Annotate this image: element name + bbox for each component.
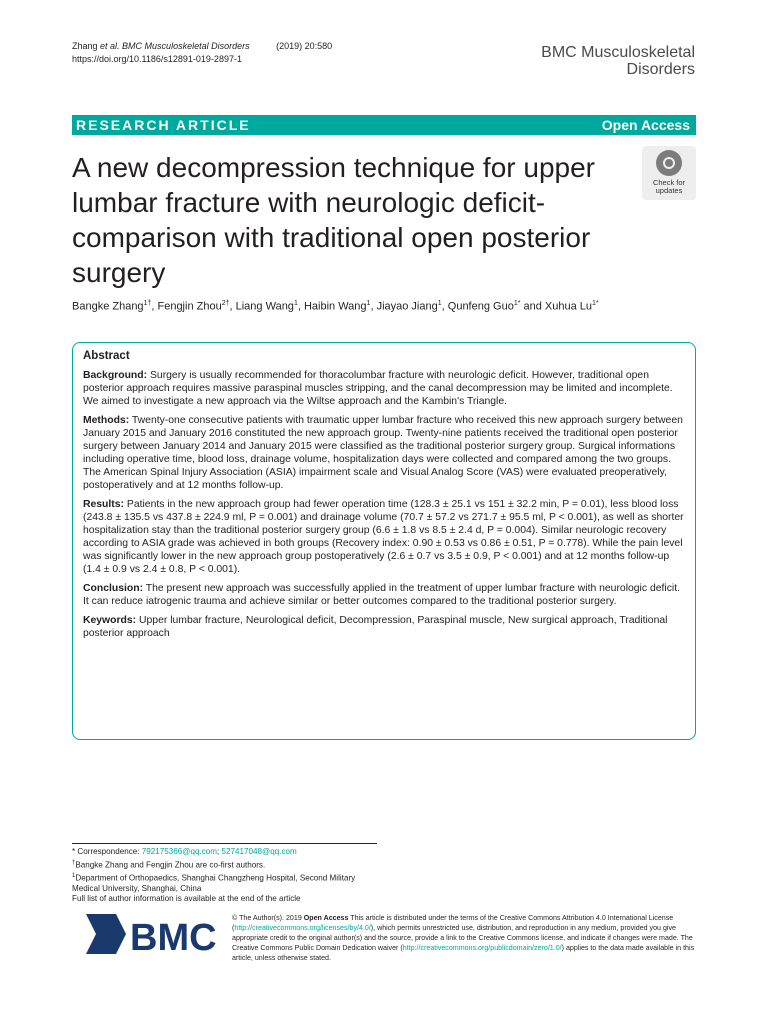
keywords-text: Upper lumbar fracture, Neurological deficit, Decompression, Paraspinal muscle, New surgical approach, Traditional posterior approach — [83, 615, 668, 639]
author-separator: and — [520, 300, 545, 313]
citation-year: (2019) 20:580 — [276, 41, 333, 51]
article-type-label: RESEARCH ARTICLE — [76, 117, 251, 133]
journal-name — [541, 44, 695, 78]
correspondence-email-2[interactable]: 527417048@qq.com — [221, 847, 297, 856]
citation-header — [72, 40, 332, 66]
bmc-logo-text: BMC — [130, 917, 217, 956]
co-first-note — [72, 858, 377, 871]
citation-authors: Zhang — [72, 41, 98, 51]
license-link-cc-by[interactable]: http://creativecommons.org/licenses/by/4.0/ — [234, 924, 371, 932]
abstract-box — [72, 342, 696, 740]
author-name: Bangke Zhang — [72, 300, 144, 313]
author-affiliation: 1* — [592, 300, 599, 307]
background-label: Background: — [83, 370, 148, 381]
citation-journal: et al. BMC Musculoskeletal Disorders — [100, 41, 250, 51]
bmc-logo-mark-icon — [86, 914, 126, 954]
license-text-2: ), which permits unrestricted use, distribution, and reproduction in any medium, provided you give appropriate credit to the original author(s) and the source, provide a link to the Creative Commons license, and indicate if changes were made. The Creative Commons Public Domain Dedication waiver ( — [232, 924, 693, 952]
journal-name-line1: BMC Musculoskeletal — [541, 44, 695, 61]
license-statement — [232, 913, 696, 963]
journal-name-line2: Disorders — [626, 61, 695, 78]
author-separator: , — [229, 300, 236, 313]
author-separator: , — [370, 300, 377, 313]
author-affiliation: 2† — [221, 300, 230, 307]
conclusion-text: The present new approach was successfully applied in the treatment of upper lumbar fracture with neurologic deficit. It can reduce iatrogenic trauma and achieve similar or better outcomes compared to the traditional posterior surgery. — [83, 583, 680, 607]
correspondence-note — [72, 847, 377, 858]
methods-text: Twenty-one consecutive patients with traumatic upper lumbar fracture who received this new approach surgery between January 2015 and January 2016 constituted the new approach group. Twenty-nine patients received the traditional open posterior surgery between January 2014 and January 2015 were classified as the traditional posterior surgery group. Surgical informations including operative time, blood loss, drainage volume, hospitalization days were collected and compared among the two groups. The American Spinal Injury Association (ASIA) impairment scale and Visual Analog Score (VAS) were evaluated preoperatively, postoperatively and at 12 months follow-up. — [83, 415, 683, 491]
author-name: Xuhua Lu — [544, 300, 593, 313]
author-affiliation: 1 — [293, 300, 298, 307]
check-updates-line2: updates — [655, 186, 683, 195]
doi-link[interactable]: https://doi.org/10.1186/s12891-019-2897-1 — [72, 54, 242, 64]
co-first-text: Bangke Zhang and Fengjin Zhou are co-first authors. — [75, 860, 266, 870]
author-affiliation: 1 — [437, 300, 442, 307]
correspondence-email-1[interactable]: 792175366@qq.com — [141, 847, 218, 856]
author-name: Fengjin Zhou — [157, 300, 222, 313]
co-first-marker: † — [72, 859, 76, 866]
crossmark-icon — [656, 150, 682, 176]
abstract-results — [83, 498, 685, 576]
abstract-methods — [83, 414, 685, 492]
license-copyright: © The Author(s). 2019 — [232, 914, 302, 922]
article-type-banner — [72, 115, 696, 135]
author-name: Haibin Wang — [303, 300, 367, 313]
conclusion-label: Conclusion: — [83, 583, 144, 594]
results-label: Results: — [83, 499, 124, 510]
author-affiliation: 1 — [366, 300, 371, 307]
abstract-keywords — [83, 614, 685, 640]
check-updates-line1: Check for — [652, 178, 686, 187]
affiliation-text: Department of Orthopaedics, Shanghai Changzheng Hospital, Second Military Medical University, Shanghai, China — [72, 873, 356, 893]
full-list-note: Full list of author information is available at the end of the article — [72, 894, 301, 904]
license-text-1: This article is distributed under the terms of the Creative Commons Attribution 4.0 International License ( — [232, 914, 674, 932]
keywords-label: Keywords: — [83, 615, 137, 626]
author-name: Qunfeng Guo — [447, 300, 514, 313]
license-open-access: Open Access — [303, 914, 349, 922]
author-affiliation: 1* — [513, 300, 521, 307]
author-affiliation: 1† — [143, 300, 152, 307]
article-title: A new decompression technique for upper lumbar fracture with neurologic deficit-comparison with traditional open posterior surgery — [72, 152, 595, 288]
citation-line — [72, 40, 332, 53]
author-list — [72, 300, 696, 313]
affiliation-marker: 1 — [72, 872, 76, 879]
check-updates-text — [642, 179, 696, 195]
author-separator: , — [441, 300, 448, 313]
correspondence-separator: ; — [217, 847, 222, 856]
bmc-logo — [80, 912, 220, 956]
footnotes — [72, 843, 377, 905]
open-access-label: Open Access — [601, 117, 690, 133]
correspondence-prefix: * Correspondence: — [72, 847, 142, 856]
check-for-updates-button[interactable] — [642, 146, 696, 200]
abstract-conclusion — [83, 582, 685, 608]
author-separator: , — [151, 300, 158, 313]
abstract-background — [83, 369, 685, 408]
author-name: Jiayao Jiang — [376, 300, 438, 313]
background-text: Surgery is usually recommended for thoracolumbar fracture with neurologic deficit. However, traditional open posterior approach requires massive paraspinal muscles stripping, and the canal decompression may be limited and incomplete. We aimed to investigate a new approach via the Wiltse approach and the Kambin's Triangle. — [83, 370, 673, 407]
methods-label: Methods: — [83, 415, 130, 426]
author-separator: , — [297, 300, 304, 313]
license-link-cc0[interactable]: http://creativecommons.org/publicdomain/zero/1.0/ — [402, 944, 562, 952]
author-name: Liang Wang — [235, 300, 294, 313]
results-text: Patients in the new approach group had fewer operation time (128.3 ± 25.1 vs 151 ± 32.2 min, P = 0.01), less blood loss (243.8 ± 135.5 vs 437.8 ± 224.9 ml, P = 0.001) and drainage volume (70.7 ± 57.2 vs 271.7 ± 95.5 ml, P < 0.001), as well as shorter hospitalization stay than the traditional posterior surgery group (6.6 ± 1.8 vs 8.5 ± 2.4 d, P = 0.004). Similar neurologic recovery according to ASIA grade was achieved in both groups (Recovery index: 0.90 ± 0.53 vs 0.86 ± 0.51, P = 0.778). While the pain level was significantly lower in the new approach group postoperatively (2.6 ± 0.7 vs 3.5 ± 0.9, P < 0.001) and at 12 months follow-up (1.4 ± 0.9 vs 2.4 ± 0.8, P < 0.001). — [83, 499, 684, 575]
license-text-3: ) applies to the data made available in this article, unless otherwise stated. — [232, 944, 695, 962]
abstract-heading: Abstract — [83, 350, 130, 362]
affiliation-note — [72, 871, 377, 895]
